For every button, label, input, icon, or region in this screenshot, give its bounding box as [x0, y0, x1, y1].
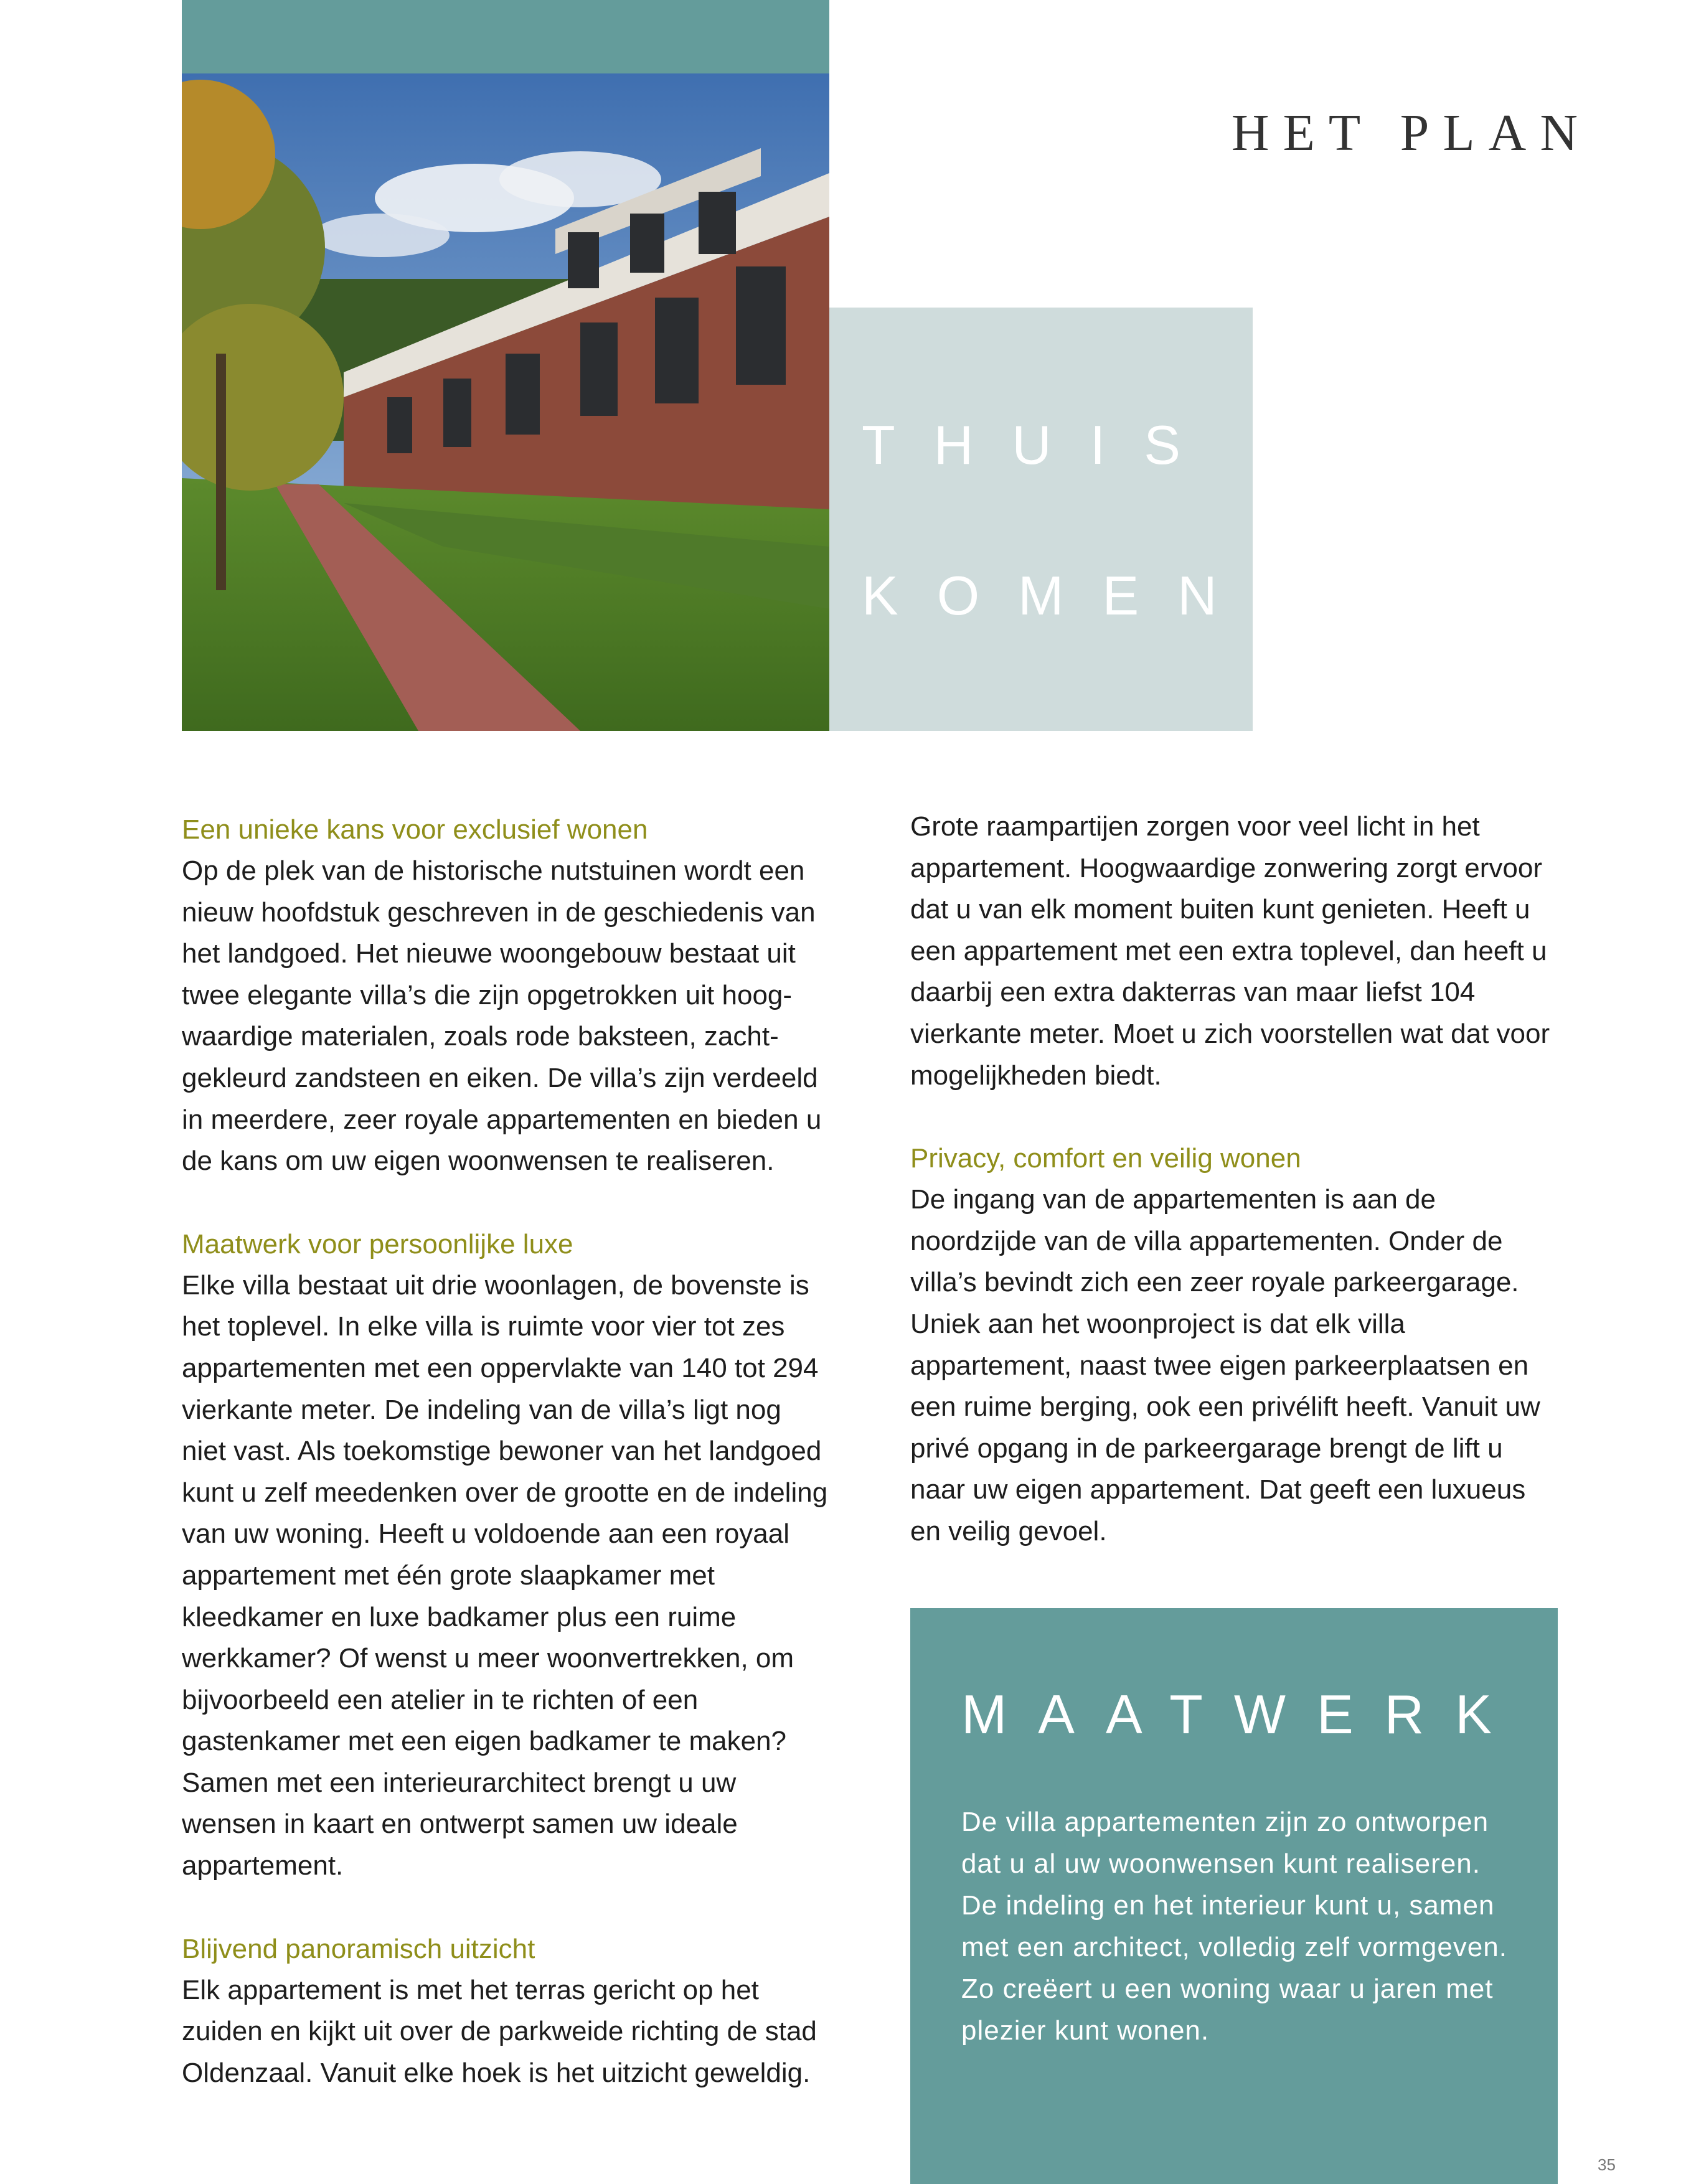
- section-body: Grote raampartijen zorgen voor veel licht in het appartement. Hoogwaardige zonwering zorgt ervoor dat u van elk moment buiten kunt genieten. Heeft u een appartement met een extra toplevel, dan heeft u daarbij een extra dakterras van maar liefst 104 vierkante meter. Moet u zich voorstellen wat dat voor mogelijkheden biedt.: [910, 811, 1550, 1091]
- thuis-komen-line-1: THUIS: [862, 414, 1219, 476]
- right-text-column: [910, 806, 1558, 1594]
- thuis-komen-panel: [829, 308, 1256, 731]
- thuis-komen-line-2: KOMEN: [862, 565, 1256, 626]
- section-heading: Maatwerk voor persoonlijke luxe: [182, 1228, 573, 1259]
- maatwerk-title: MAATWERK: [961, 1683, 1523, 1745]
- section-body: Elk appartement is met het terras gericht op het zuiden en kijkt uit over de parkweide richting de stad Oldenzaal. Vanuit elke hoek is het uitzicht geweldig.: [182, 1974, 817, 2088]
- section-heading: Blijvend panoramisch uitzicht: [182, 1933, 535, 1964]
- section-panoramisch-uitzicht: [182, 1929, 829, 2094]
- page-title: HET PLAN: [1231, 104, 1591, 162]
- maatwerk-text: De villa appartementen zijn zo ontworpen dat u al uw woonwensen kunt realiseren. De indeling en het interieur kunt u, samen met een architect, volledig zelf vormgeven. Zo creëert u een woning waar u jaren met plezier kunt wonen.: [961, 1807, 1507, 2046]
- section-heading: Een unieke kans voor exclusief wonen: [182, 814, 648, 845]
- section-heading: Privacy, comfort en veilig wonen: [910, 1143, 1301, 1174]
- section-privacy-comfort: [910, 1138, 1558, 1552]
- page-number: 35: [1598, 2155, 1616, 2174]
- section-body: Op de plek van de historische nutstuinen wordt een nieuw hoofdstuk geschreven in de geschiedenis van het landgoed. Het nieuwe woongebouw bestaat uit twee elegante villa’s die zijn opgetrokken uit hoogwaardige materialen, zoals rode baksteen, zachtgekleurd zandsteen en eiken. De villa’s zijn verdeeld in meerdere, zeer royale appartementen en bieden u de kans om uw eigen woonwensen te realiseren.: [182, 855, 822, 1177]
- section-raampartijen: [910, 806, 1558, 1096]
- villa-rendering-image: [182, 73, 829, 731]
- left-text-column: [182, 809, 829, 2135]
- top-accent-bar: [182, 0, 829, 73]
- section-maatwerk-luxe: [182, 1224, 829, 1887]
- section-body: Elke villa bestaat uit drie woonlagen, de bovenste is het toplevel. In elke villa is ruimte voor vier tot zes appartementen met een oppervlakte van 140 tot 294 vierkante meter. De indeling van de villa’s ligt nog niet vast. Als toekomstige bewoner van het landgoed kunt u zelf meedenken over de grootte en de indeling van uw woning. Heeft u voldoende aan een royaal appartement met één grote slaapkamer met kleedkamer en luxe badkamer plus een ruime werkkamer? Of wenst u meer woonvertrekken, om bijvoorbeeld een atelier in te richten of een gastenkamer met een eigen badkamer te maken? Samen met een interieurarchitect brengt u uw wensen in kaart en ontwerpt samen uw ideale appartement.: [182, 1269, 828, 1881]
- section-unieke-kans: [182, 809, 829, 1182]
- section-body: De ingang van de appartementen is aan de noordzijde van de villa appartementen. Onder de villa’s bevindt zich een zeer royale parkeergarage. Uniek aan het woonproject is dat elk villa appartement, naast twee eigen parkeerplaatsen en een ruime berging, ook een privélift heeft. Vanuit uw privé opgang in de parkeergarage brengt de lift u naar uw eigen appartement. Dat geeft een luxueus en veilig gevoel.: [910, 1184, 1540, 1546]
- maatwerk-callout: [910, 1608, 1558, 2184]
